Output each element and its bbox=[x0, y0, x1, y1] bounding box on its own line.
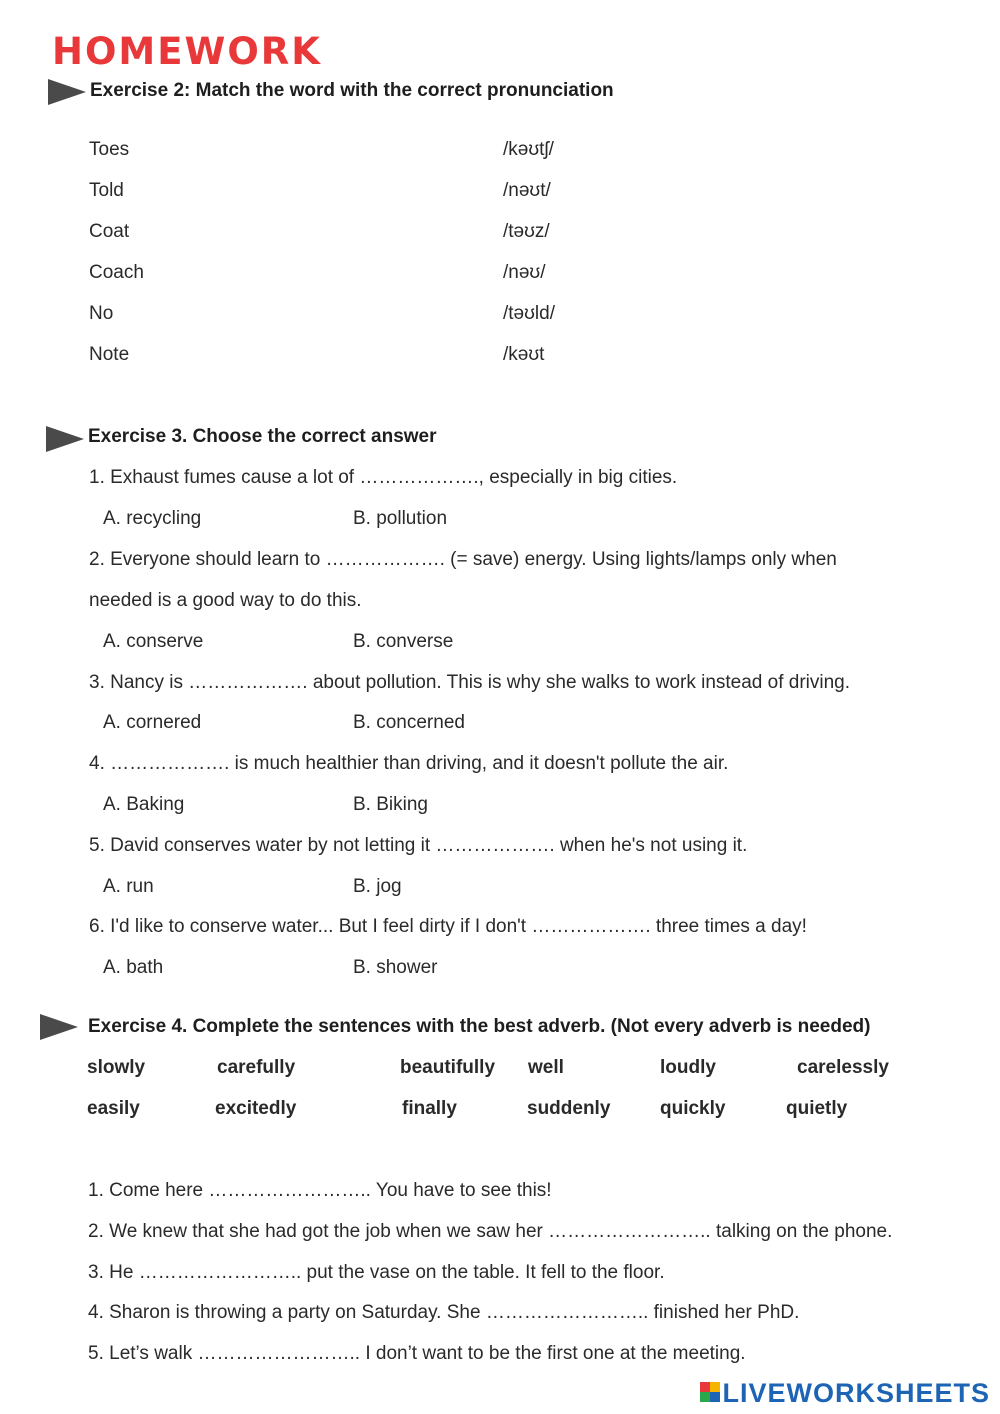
exercise-4-heading: Exercise 4. Complete the sentences with the best adverb. (Not every adverb is needed) bbox=[88, 1016, 871, 1037]
sentence-3: 3. He …………………….. put the vase on the table. It fell to the floor. bbox=[88, 1262, 665, 1283]
sentence-1: 1. Come here …………………….. You have to see this! bbox=[88, 1180, 552, 1201]
question-4: 4. ………………. is much healthier than driving, and it doesn't pollute the air. bbox=[89, 753, 729, 774]
pronunciation-item: /kəʊt bbox=[503, 344, 545, 365]
pronunciation-item: /nəʊ/ bbox=[503, 262, 546, 283]
adverb-word: easily bbox=[87, 1098, 140, 1119]
question-3: 3. Nancy is ………………. about pollution. This is why she walks to work instead of driving. bbox=[89, 672, 851, 693]
word-item: Note bbox=[89, 344, 130, 365]
pronunciation-item: /təʊz/ bbox=[503, 221, 550, 242]
adverb-word: finally bbox=[402, 1098, 457, 1119]
adverb-word: quickly bbox=[660, 1098, 726, 1119]
option-a: A. bath bbox=[103, 957, 164, 978]
pronunciation-item: /təʊld/ bbox=[503, 303, 555, 324]
adverb-word: carefully bbox=[217, 1057, 296, 1078]
option-b: B. shower bbox=[353, 957, 438, 978]
pronunciation-item: /nəʊt/ bbox=[503, 180, 551, 201]
question-2-continued: needed is a good way to do this. bbox=[89, 590, 362, 611]
question-2: 2. Everyone should learn to ………………. (= save) energy. Using lights/lamps only when bbox=[89, 549, 837, 570]
adverb-word: loudly bbox=[660, 1057, 716, 1078]
word-item: Coat bbox=[89, 221, 130, 242]
question-1: 1. Exhaust fumes cause a lot of ………………., especially in big cities. bbox=[89, 467, 678, 488]
liveworksheets-logo-icon bbox=[700, 1382, 720, 1402]
word-item: Told bbox=[89, 180, 124, 201]
option-b: B. jog bbox=[353, 876, 402, 897]
pronunciation-item: /kəʊtʃ/ bbox=[503, 139, 554, 160]
question-5: 5. David conserves water by not letting it ………………. when he's not using it. bbox=[89, 835, 748, 856]
word-item: No bbox=[89, 303, 114, 324]
sentence-5: 5. Let’s walk …………………….. I don’t want to be the first one at the meeting. bbox=[88, 1343, 746, 1364]
sentence-4: 4. Sharon is throwing a party on Saturday. She …………………….. finished her PhD. bbox=[88, 1302, 800, 1323]
exercise-arrow-icon bbox=[48, 79, 86, 105]
option-a: A. Baking bbox=[103, 794, 185, 815]
adverb-word: well bbox=[528, 1057, 564, 1078]
adverb-word: carelessly bbox=[797, 1057, 889, 1078]
exercise-2-heading: Exercise 2: Match the word with the correct pronunciation bbox=[90, 80, 614, 101]
option-b: B. concerned bbox=[353, 712, 465, 733]
option-a: A. run bbox=[103, 876, 154, 897]
adverb-word: slowly bbox=[87, 1057, 146, 1078]
option-a: A. recycling bbox=[103, 508, 202, 529]
option-a: A. cornered bbox=[103, 712, 202, 733]
exercise-arrow-icon bbox=[40, 1014, 78, 1040]
option-b: B. pollution bbox=[353, 508, 448, 529]
word-item: Coach bbox=[89, 262, 144, 283]
adverb-word: excitedly bbox=[215, 1098, 297, 1119]
word-item: Toes bbox=[89, 139, 130, 160]
option-b: B. Biking bbox=[353, 794, 428, 815]
adverb-word: beautifully bbox=[400, 1057, 496, 1078]
sentence-2: 2. We knew that she had got the job when we saw her …………………….. talking on the phone. bbox=[88, 1221, 893, 1242]
option-a: A. conserve bbox=[103, 631, 204, 652]
adverb-word: suddenly bbox=[527, 1098, 611, 1119]
exercise-arrow-icon bbox=[46, 426, 84, 452]
adverb-word: quietly bbox=[786, 1098, 848, 1119]
option-b: B. converse bbox=[353, 631, 454, 652]
question-6: 6. I'd like to conserve water... But I feel dirty if I don't ………………. three times a day! bbox=[89, 916, 807, 937]
page-title: HOMEWORK bbox=[52, 30, 322, 73]
footer-brand[interactable]: LIVEWORKSHEETS bbox=[722, 1378, 990, 1408]
exercise-3-heading: Exercise 3. Choose the correct answer bbox=[88, 426, 437, 447]
